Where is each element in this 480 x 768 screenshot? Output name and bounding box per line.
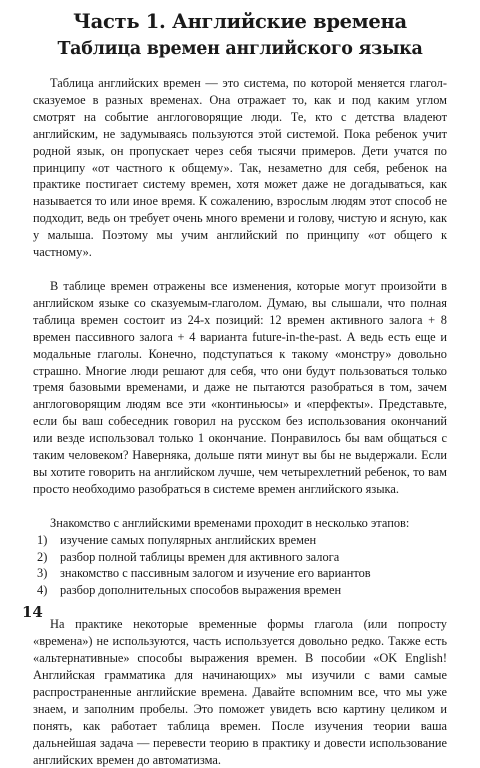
paragraph-table-overview: В таблице времен отражены все изменения, которые могут произойти в английском языке со сказуемым-глаголом. Думаю, вы слышали, что полная таблица времен состоит из 24-х позиций: 12 времен активного залога + 8 времен пассивного залога + 4 варианта future-in-the-past. А ведь есть еще и модальные глаголы. Конечно, подступаться к такому «монстру» довольно страшно. Многие люди решают для себя, что они будут пользоваться только тремя базовыми временами, и даже не пытаются разобраться в том, зачем англоговорящим людям все эти «континьюсы» и «перфекты». Представьте, если бы ваш собеседник говорил на русском без использования окончаний или везде использовал только 1 окончание. Понравилось бы вам общаться с таким человеком? Наверняка, дольше пяти минут вы бы не выдержали. Если вы хотите говорить на английском лучше, чем четырехлетний ребенок, то вам просто необходимо разобраться в системе времен английского языка. xyxy=(33,278,447,496)
chapter-title: Часть 1. Английские времена xyxy=(73,10,407,33)
list-item-text: разбор полной таблицы времен для активного залога xyxy=(60,549,340,564)
list-item-number: 3) xyxy=(37,566,48,581)
list-item-text: разбор дополнительных способов выражения времен xyxy=(60,583,342,598)
page-number: 14 xyxy=(22,603,43,621)
body-text xyxy=(33,60,447,768)
paragraph-stages-intro: Знакомство с английскими временами проходит в несколько этапов: xyxy=(50,515,410,530)
section-title: Таблица времен английского языка xyxy=(57,39,423,59)
stages-list xyxy=(33,532,447,600)
list-item xyxy=(33,582,447,599)
list-item-text: изучение самых популярных английских времен xyxy=(60,532,317,547)
list-item-number: 2) xyxy=(37,549,48,564)
list-item-text: знакомство с пассивным залогом и изучение его вариантов xyxy=(60,566,371,581)
list-item xyxy=(33,532,447,549)
list-item xyxy=(33,565,447,582)
list-item xyxy=(33,549,447,566)
paragraph-intro: Таблица английских времен — это система, по которой меняется глагол-сказуемое в разных временах. Она отражает то, как и под каким углом смотрят на событие англоговорящие люди. Те, кто с детства владеют английским, не задумываясь пользуются этой системой. Пока ребенок учит родной язык, он пропускает через себя тысячи примеров. Дети учатся по принципу «от частного к общему». Так, незаметно для себя, ребенок на практике постигает систему времен, хотя может даже не догадываться, как называется то или иное время. К сожалению, взрослым людям этот способ не подходит, ведь он требует очень много времени и голову, чистую и ясную, как у малыша. Поэтому мы учим английский по принципу «от общего к частному». xyxy=(33,76,447,260)
list-item-number: 4) xyxy=(37,583,48,598)
paragraph-practice: На практике некоторые временные формы глагола (или попросту «времена») не используются, часть используется довольно редко. Также есть «альтернативные» способы выражения времен. В пособии «OK English! Английская грамматика для начинающих» мы изучили с вами самые распространенные английские времена. Давайте вспомним все, что мы уже знаем, и заполним пробелы. Это поможет увидеть всю картину целиком и понять, как работает таблица времен. После изучения теории ваша дальнейшая задача — перевести теорию в практику и довести использование английских времен до автоматизма. xyxy=(33,617,447,767)
list-item-number: 1) xyxy=(37,532,48,547)
